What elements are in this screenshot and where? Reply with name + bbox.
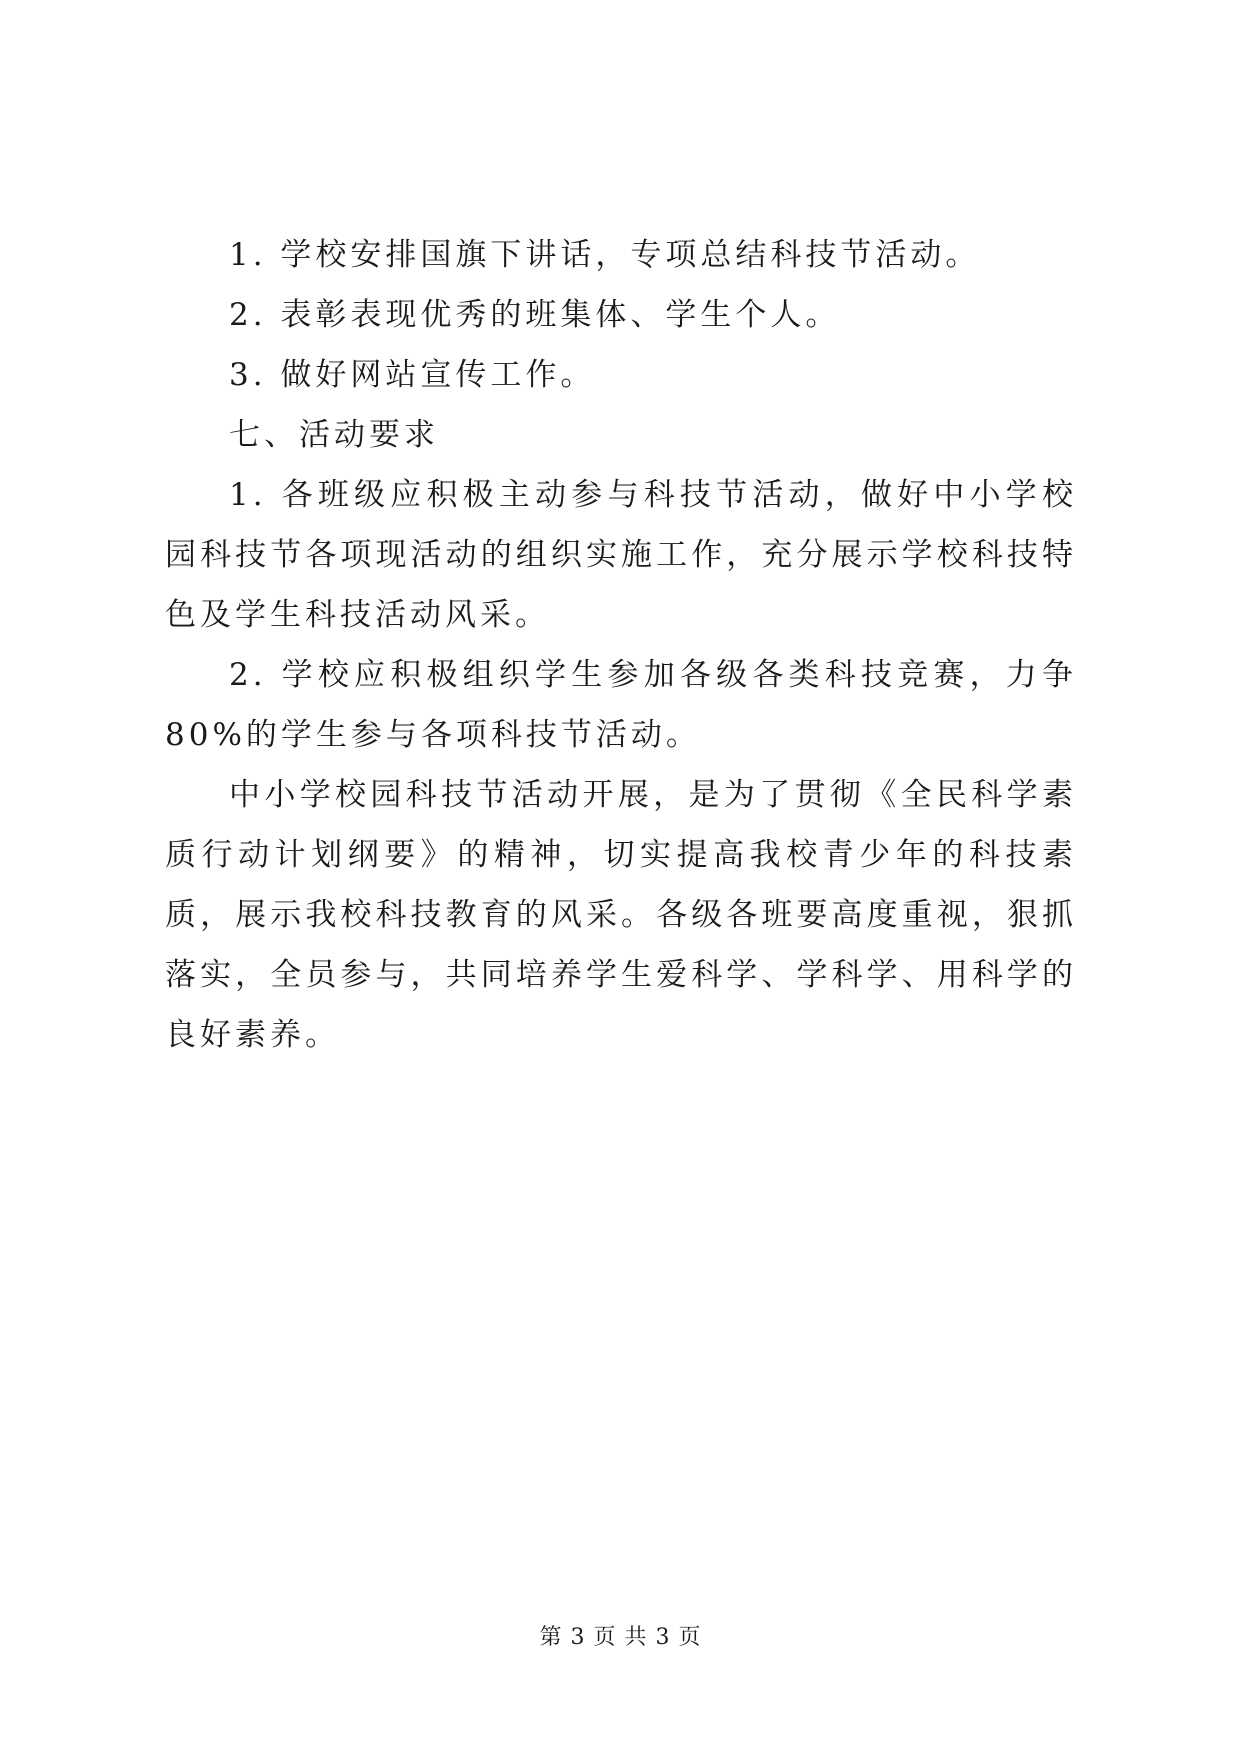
list-item-speech: 1. 学校安排国旗下讲话，专项总结科技节活动。	[229, 237, 981, 273]
list-item-website: 3. 做好网站宣传工作。	[229, 357, 596, 393]
closing-paragraph: 中小学校园科技节活动开展，是为了贯彻《全民科学素质行动计划纲要》的精神，切实提高我校青少年的科技素质，展示我校科技教育的风采。各级各班要高度重视，狠抓落实，全员参与，共同培养学生爱科学、学科学、用科学的良好素养。	[165, 777, 1077, 1053]
list-item-commendation: 2. 表彰表现优秀的班集体、学生个人。	[229, 297, 841, 333]
section-heading-requirements: 七、活动要求	[229, 417, 439, 453]
document-body	[165, 225, 1077, 1065]
requirement-item-2: 2. 学校应积极组织学生参加各级各类科技竞赛，力争 80%的学生参与各项科技节活动。	[165, 657, 1077, 753]
page-footer: 第 3 页 共 3 页	[539, 1625, 702, 1650]
requirement-item-1: 1. 各班级应积极主动参与科技节活动，做好中小学校园科技节各项现活动的组织实施工作，充分展示学校科技特色及学生科技活动风采。	[165, 477, 1077, 633]
